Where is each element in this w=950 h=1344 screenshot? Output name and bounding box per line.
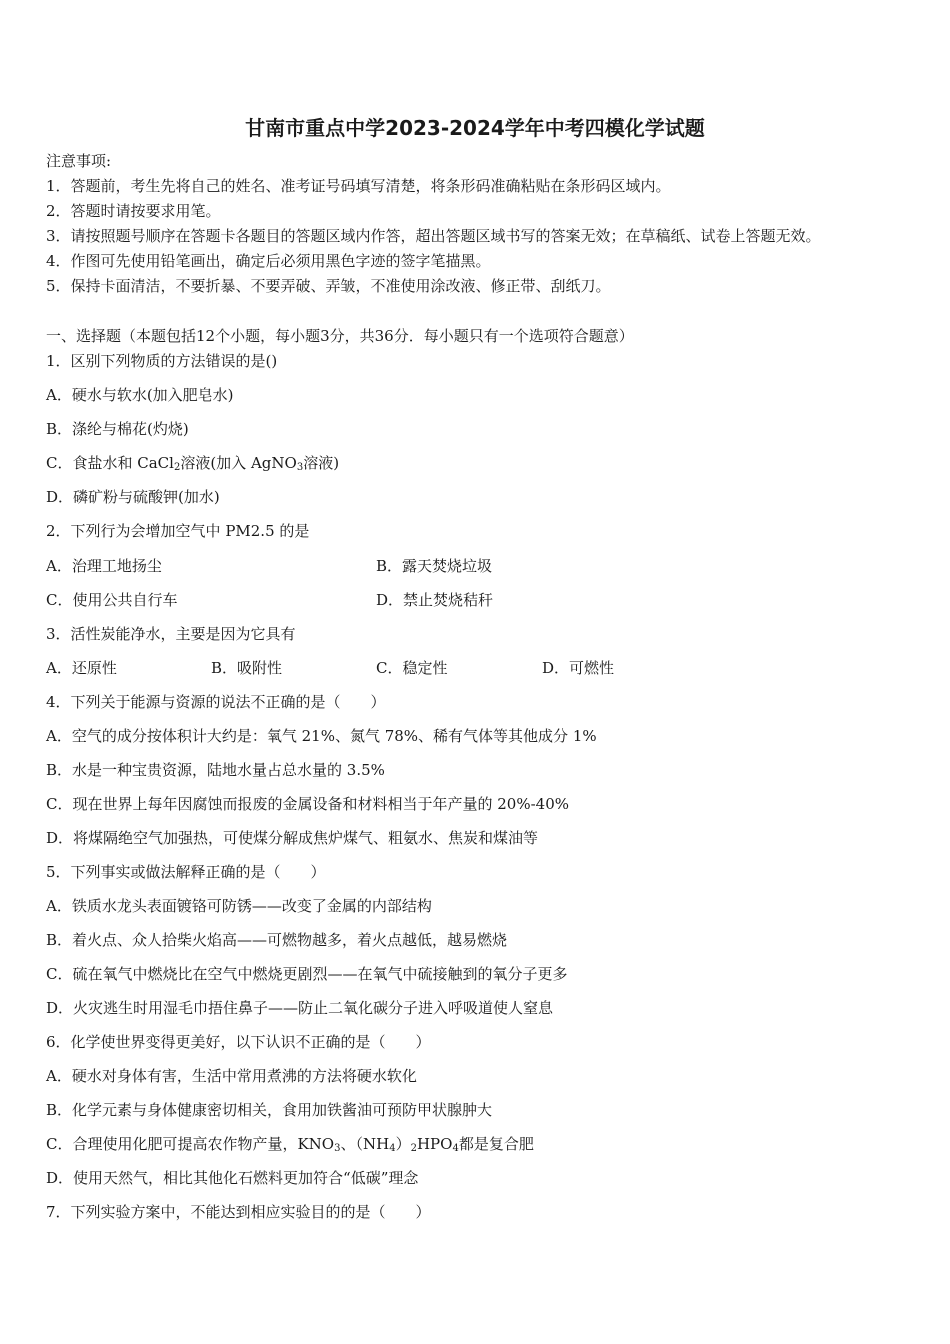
q3-option-d: D．可燃性 bbox=[542, 659, 615, 677]
q6-option-b: B．化学元素与身体健康密切相关，食用加铁酱油可预防甲状腺肿大 bbox=[46, 1101, 493, 1119]
notice-item: 2．答题时请按要求用笔。 bbox=[46, 202, 221, 220]
q1-c-sub: 3 bbox=[296, 462, 304, 473]
q5-option-b: B．着火点、众人拾柴火焰高——可燃物越多，着火点越低，越易燃烧 bbox=[46, 931, 508, 949]
question-stem-6: 6．化学使世界变得更美好，以下认识不正确的是（ ） bbox=[46, 1033, 431, 1051]
section-heading: 一、选择题（本题包括12个小题，每小题3分，共36分．每小题只有一个选项符合题意） bbox=[46, 327, 634, 345]
q2-option-c: C．使用公共自行车 bbox=[46, 591, 178, 609]
q1-option-a: A．硬水与软水(加入肥皂水) bbox=[46, 386, 234, 404]
q6-c-sub: 4 bbox=[452, 1143, 459, 1154]
q4-option-c: C．现在世界上每年因腐蚀而报废的金属设备和材料相当于年产量的 20%-40% bbox=[46, 795, 569, 813]
exam-title: 甘南市重点中学2023-2024学年中考四模化学试题 bbox=[245, 116, 705, 140]
q5-option-a: A．铁质水龙头表面镀铬可防锈——改变了金属的内部结构 bbox=[46, 897, 432, 915]
q6-c-text: C．合理使用化肥可提高农作物产量，KNO bbox=[46, 1135, 335, 1153]
notice-item: 1．答题前，考生先将自己的姓名、准考证号码填写清楚，将条形码准确粘贴在条形码区域内。 bbox=[46, 177, 671, 195]
question-stem-1: 1．区别下列物质的方法错误的是() bbox=[46, 352, 278, 370]
q6-c-text: HPO bbox=[416, 1135, 453, 1153]
question-stem-2: 2．下列行为会增加空气中 PM2.5 的是 bbox=[46, 522, 310, 540]
notice-heading: 注意事项: bbox=[46, 152, 112, 170]
question-stem-5: 5．下列事实或做法解释正确的是（ ） bbox=[46, 863, 326, 881]
q6-c-text: 、（NH bbox=[340, 1135, 390, 1153]
q5-option-c: C．硫在氧气中燃烧比在空气中燃烧更剧烈——在氧气中硫接触到的氧分子更多 bbox=[46, 965, 568, 983]
q3-option-a: A．还原性 bbox=[46, 659, 117, 677]
notice-item: 5．保持卡面清洁，不要折暴、不要弄破、弄皱，不准使用涂改液、修正带、刮纸刀。 bbox=[46, 277, 611, 295]
q1-c-text: 溶液) bbox=[303, 454, 340, 472]
q6-c-sub: 2 bbox=[410, 1143, 417, 1154]
q2-option-b: B．露天焚烧垃圾 bbox=[376, 557, 493, 575]
q1-c-text: C．食盐水和 CaCl bbox=[46, 454, 174, 472]
q4-option-d: D．将煤隔绝空气加强热，可使煤分解成焦炉煤气、粗氨水、焦炭和煤油等 bbox=[46, 829, 539, 847]
notice-item: 3．请按照题号顺序在答题卡各题目的答题区域内作答，超出答题区域书写的答案无效；在草稿纸、试卷上答题无效。 bbox=[46, 227, 821, 245]
q6-c-sub: 4 bbox=[389, 1143, 396, 1154]
q6-c-text: 都是复合肥 bbox=[458, 1135, 534, 1153]
q6-option-d: D．使用天然气，相比其他化石燃料更加符合“低碳”理念 bbox=[46, 1169, 419, 1187]
notice-item: 4．作图可先使用铅笔画出，确定后必须用黑色字迹的签字笔描黑。 bbox=[46, 252, 491, 270]
q1-option-c bbox=[46, 453, 339, 473]
q4-option-b: B．水是一种宝贵资源，陆地水量占总水量的 3.5% bbox=[46, 761, 385, 779]
q1-c-text: 溶液(加入 AgNO bbox=[180, 454, 297, 472]
q2-option-a: A．治理工地扬尘 bbox=[46, 557, 162, 575]
q2-option-d: D．禁止焚烧秸秆 bbox=[376, 591, 494, 609]
q3-option-c: C．稳定性 bbox=[376, 659, 448, 677]
question-stem-4: 4．下列关于能源与资源的说法不正确的是（ ） bbox=[46, 693, 386, 711]
question-stem-3: 3．活性炭能净水，主要是因为它具有 bbox=[46, 625, 296, 643]
q1-option-d: D．磷矿粉与硫酸钾(加水) bbox=[46, 488, 220, 506]
q6-c-text: ） bbox=[395, 1135, 411, 1153]
q6-c-sub: 3 bbox=[334, 1143, 341, 1154]
q1-option-b: B．涤纶与棉花(灼烧) bbox=[46, 420, 189, 438]
q1-c-sub: 2 bbox=[173, 462, 181, 473]
q6-option-a: A．硬水对身体有害，生活中常用煮沸的方法将硬水软化 bbox=[46, 1067, 417, 1085]
q6-option-c bbox=[46, 1134, 534, 1154]
question-stem-7: 7．下列实验方案中，不能达到相应实验目的的是（ ） bbox=[46, 1203, 431, 1221]
q4-option-a: A．空气的成分按体积计大约是：氧气 21%、氮气 78%、稀有气体等其他成分 1% bbox=[46, 727, 597, 745]
q3-option-b: B．吸附性 bbox=[211, 659, 283, 677]
q5-option-d: D．火灾逃生时用湿毛巾捂住鼻子——防止二氧化碳分子进入呼吸道使人窒息 bbox=[46, 999, 554, 1017]
